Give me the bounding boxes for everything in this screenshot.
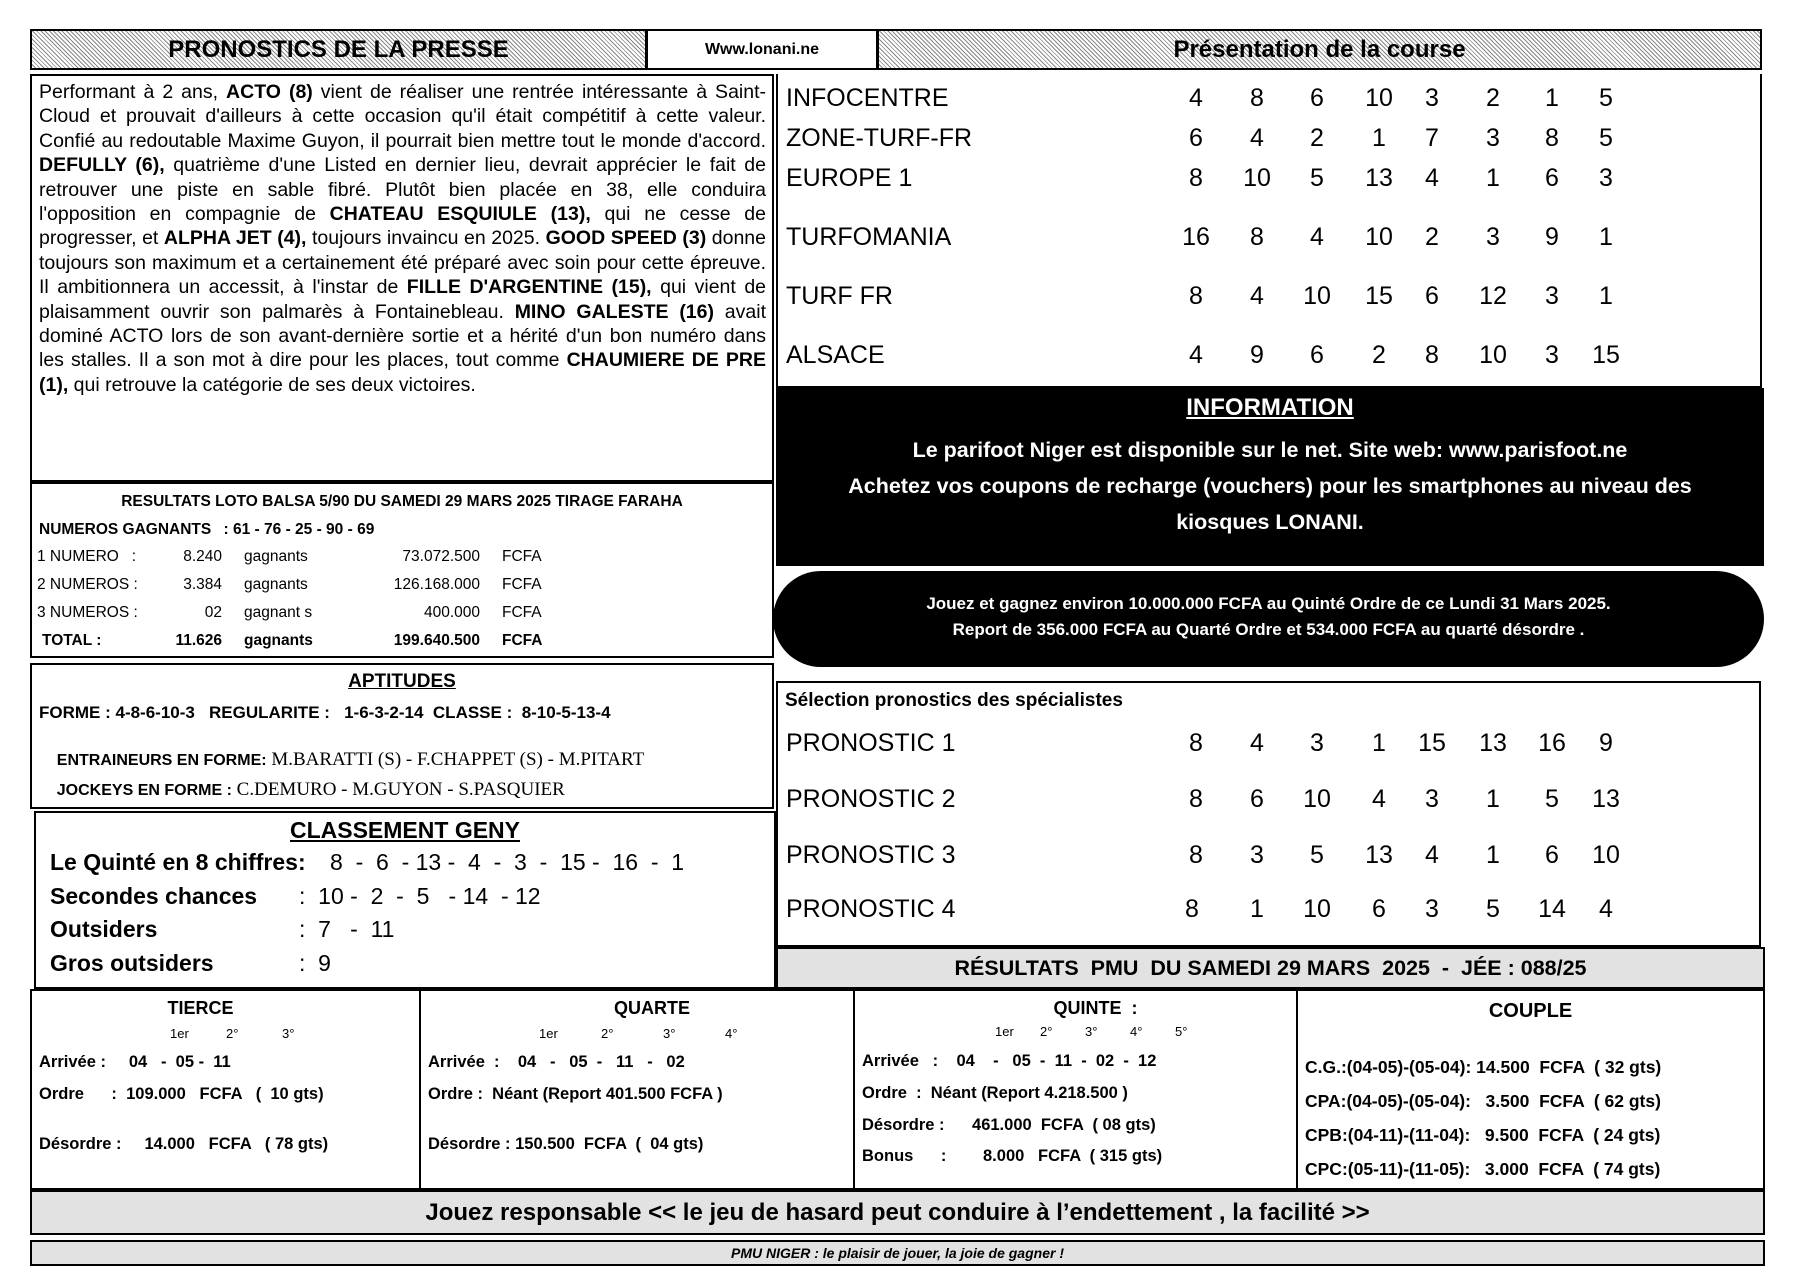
loto-row-word: gagnants bbox=[244, 548, 308, 565]
tierce-box bbox=[30, 989, 421, 1190]
pronostic-number: 15 bbox=[1592, 341, 1620, 369]
loto-title: RESULTATS LOTO BALSA 5/90 DU SAMEDI 29 MARS 2025 TIRAGE FARAHA bbox=[121, 493, 683, 510]
pronostic-number: 3 bbox=[1486, 223, 1500, 251]
pronostic-number: 6 bbox=[1310, 341, 1324, 369]
loto-row-count: 02 bbox=[204, 604, 222, 621]
pronostic-number: 3 bbox=[1310, 729, 1324, 757]
header-right bbox=[877, 29, 1762, 70]
article-text: qui retrouve la catégorie de ses deux victoires. bbox=[68, 373, 476, 396]
pmu-results-title bbox=[776, 947, 1765, 989]
place-label: 4° bbox=[1130, 1024, 1143, 1039]
loto-row-currency: FCFA bbox=[502, 576, 542, 593]
pronostic-number: 16 bbox=[1538, 729, 1566, 757]
loto-row-amount: 73.072.500 bbox=[402, 548, 480, 565]
horse-name: CHAUMIERE DE PRE (1), bbox=[39, 349, 766, 396]
pronostic-number: 10 bbox=[1243, 164, 1271, 192]
pronostic-number: 5 bbox=[1545, 785, 1559, 813]
pronostic-number: 4 bbox=[1250, 282, 1264, 310]
jockeys-label: JOCKEYS EN FORME : bbox=[56, 782, 232, 799]
couple-row: C.G.:(04-05)-(05-04): 14.500 FCFA ( 32 gts) bbox=[1305, 1057, 1662, 1077]
pronostic-number: 1 bbox=[1486, 841, 1500, 869]
couple-row: CPB:(04-11)-(11-04): 9.500 FCFA ( 24 gts) bbox=[1305, 1125, 1661, 1145]
pronostic-number: 1 bbox=[1372, 729, 1386, 757]
pronostic-number: 10 bbox=[1303, 895, 1331, 923]
loto-row-word: gagnants bbox=[244, 576, 308, 593]
source-name: ALSACE bbox=[786, 341, 885, 369]
pronostic-number: 12 bbox=[1479, 282, 1507, 310]
pmu-title-text: RÉSULTATS PMU DU SAMEDI 29 MARS 2025 - JÉE : 088/25 bbox=[954, 955, 1587, 980]
tierce-title: TIERCE bbox=[167, 998, 234, 1018]
responsible-text: Jouez responsable << le jeu de hasard peut conduire à l’endettement , la facilité >> bbox=[425, 1198, 1370, 1226]
pronostic-number: 6 bbox=[1310, 84, 1324, 112]
pronostic-number: 13 bbox=[1365, 841, 1393, 869]
geny-row-value: : 7 - 11 bbox=[299, 916, 395, 942]
pronostic-name: PRONOSTIC 2 bbox=[786, 785, 956, 813]
quinte-desordre: Désordre : 461.000 FCFA ( 08 gts) bbox=[862, 1116, 1156, 1134]
place-label: 3° bbox=[1085, 1024, 1098, 1039]
pronostic-number: 6 bbox=[1250, 785, 1264, 813]
horse-name: ACTO (8) bbox=[226, 81, 313, 103]
pronostic-number: 10 bbox=[1303, 785, 1331, 813]
pronostic-number: 8 bbox=[1250, 223, 1264, 251]
pronostic-number: 10 bbox=[1303, 282, 1331, 310]
pronostic-number: 8 bbox=[1250, 84, 1264, 112]
place-label: 3° bbox=[282, 1026, 295, 1041]
presentation-table bbox=[776, 74, 1762, 388]
pronostic-number: 16 bbox=[1182, 223, 1210, 251]
horse-name: CHATEAU ESQUIULE (13), bbox=[329, 203, 591, 226]
jockeys-list: C.DEMURO - M.GUYON - S.PASQUIER bbox=[231, 779, 565, 800]
article-text: qui vient de plaisamment ouvrir son palmarès à Fontainebleau. bbox=[39, 276, 767, 323]
pronostic-number: 9 bbox=[1545, 223, 1559, 251]
tierce-arrivee: Arrivée : 04 - 05 - 11 bbox=[39, 1053, 231, 1071]
loto-row-amount: 400.000 bbox=[423, 604, 480, 621]
pronostic-number: 9 bbox=[1599, 729, 1613, 757]
pronostic-number: 8 bbox=[1545, 124, 1559, 152]
couple-title: COUPLE bbox=[1488, 1000, 1573, 1022]
article-text: toujours invaincu en 2025. bbox=[306, 227, 546, 250]
pronostic-number: 15 bbox=[1418, 729, 1446, 757]
header-site[interactable] bbox=[646, 29, 878, 70]
pronostic-number: 5 bbox=[1310, 164, 1324, 192]
pronostic-number: 10 bbox=[1365, 223, 1393, 251]
article-text: avait dominé ACTO lors de son avant-dernière sortie et a hérité d'un bon numéro dans les stalles. Il a son mot à dire pour les places, tout comme bbox=[39, 300, 767, 372]
pronostic-number: 10 bbox=[1365, 84, 1393, 112]
pronostic-number: 8 bbox=[1189, 729, 1203, 757]
geny-row-value: : 9 bbox=[299, 950, 331, 976]
pronostic-number: 2 bbox=[1486, 84, 1500, 112]
pronostic-number: 5 bbox=[1599, 124, 1613, 152]
pronostic-number: 4 bbox=[1425, 164, 1439, 192]
loto-row-count: 3.384 bbox=[183, 576, 222, 593]
place-label: 3° bbox=[663, 1026, 676, 1041]
loto-row-amount: 126.168.000 bbox=[393, 576, 480, 593]
pronostic-number: 13 bbox=[1592, 785, 1620, 813]
loto-row-count: 11.626 bbox=[175, 632, 222, 649]
horse-name: MINO GALESTE (16) bbox=[514, 300, 714, 323]
tierce-desordre: Désordre : 14.000 FCFA ( 78 gts) bbox=[39, 1135, 329, 1153]
pronostic-number: 1 bbox=[1486, 164, 1500, 192]
pronostic-number: 8 bbox=[1189, 841, 1203, 869]
entraineurs-label: ENTRAINEURS EN FORME: bbox=[56, 752, 267, 769]
header-left-title: PRONOSTICS DE LA PRESSE bbox=[168, 35, 509, 63]
quinte-box bbox=[853, 989, 1298, 1190]
geny-box bbox=[34, 811, 776, 989]
aptitudes-box bbox=[30, 663, 774, 809]
pronostic-number: 8 bbox=[1425, 341, 1439, 369]
article-text: donne toujours son maximum et a certainement été préparé avec soin pour cette épreuve. Il ambitionnera un accessit, à l'instar de bbox=[39, 227, 766, 299]
pronostic-number: 6 bbox=[1372, 895, 1386, 923]
pronostic-number: 8 bbox=[1185, 895, 1199, 923]
pronostic-number: 1 bbox=[1599, 223, 1613, 251]
quinte-places bbox=[995, 1024, 1220, 1039]
pronostic-name: PRONOSTIC 4 bbox=[786, 895, 956, 923]
quarte-title: QUARTE bbox=[614, 998, 690, 1018]
loto-row-currency: FCFA bbox=[502, 548, 542, 565]
article-text: quatrième d'une Listed en dernier lieu, devrait apprécier le fait de retrouver une piste en sable fibré. Plutôt bien placée en 38, elle conduira l'opposition en compagnie de bbox=[39, 154, 766, 226]
loto-row-word: gagnant s bbox=[244, 604, 313, 621]
pronostic-number: 9 bbox=[1250, 341, 1264, 369]
geny-row-value: : 10 - 2 - 5 - 14 - 12 bbox=[299, 883, 541, 909]
geny-row-label: Secondes chances bbox=[50, 883, 258, 909]
source-name: TURF FR bbox=[786, 282, 893, 310]
pronostic-number: 1 bbox=[1599, 282, 1613, 310]
selection-box bbox=[776, 681, 1761, 947]
pronostic-number: 4 bbox=[1372, 785, 1386, 813]
pronostic-number: 6 bbox=[1189, 124, 1203, 152]
loto-results bbox=[30, 482, 774, 658]
responsible-banner bbox=[30, 1190, 1765, 1235]
geny-title: CLASSEMENT GENY bbox=[289, 817, 521, 843]
information-box bbox=[776, 388, 1764, 566]
pronostic-number: 3 bbox=[1486, 124, 1500, 152]
article-text: vient de réaliser une rentrée intéressante à Saint-Cloud et prouvait d'ailleurs à cette occasion qu'il était compétitif à cette valeur. Confié au redoutable Maxime Guyon, il pourrait bien mettre tout le monde d'accord. bbox=[39, 81, 766, 152]
header-right-title: Présentation de la course bbox=[1173, 35, 1466, 63]
couple-box bbox=[1296, 989, 1765, 1190]
loto-row-label: TOTAL : bbox=[42, 632, 102, 649]
presse-article bbox=[30, 74, 774, 482]
pronostic-number: 4 bbox=[1250, 729, 1264, 757]
entraineurs-list: M.BARATTI (S) - F.CHAPPET (S) - M.PITART bbox=[266, 749, 645, 770]
horse-name: DEFULLY (6), bbox=[39, 154, 165, 177]
couple-row: CPC:(05-11)-(11-05): 3.000 FCFA ( 74 gts) bbox=[1305, 1159, 1661, 1179]
horse-name: ALPHA JET (4), bbox=[163, 227, 307, 250]
pronostic-number: 6 bbox=[1545, 164, 1559, 192]
information-title: INFORMATION bbox=[1186, 394, 1354, 421]
source-name: INFOCENTRE bbox=[786, 84, 949, 112]
quarte-places bbox=[539, 1026, 787, 1041]
selection-title: Sélection pronostics des spécialistes bbox=[785, 690, 1123, 711]
loto-row-label: 3 NUMEROS : bbox=[37, 604, 138, 621]
pronostic-number: 4 bbox=[1250, 124, 1264, 152]
pronostic-number: 8 bbox=[1189, 785, 1203, 813]
pronostic-number: 10 bbox=[1479, 341, 1507, 369]
pronostic-number: 3 bbox=[1250, 841, 1264, 869]
slogan-banner bbox=[30, 1240, 1765, 1266]
geny-row-label: Outsiders bbox=[50, 916, 158, 942]
source-name: ZONE-TURF-FR bbox=[786, 124, 973, 152]
pronostic-number: 2 bbox=[1310, 124, 1324, 152]
information-line1: Le parifoot Niger est disponible sur le net. Site web: www.parisfoot.ne bbox=[912, 438, 1628, 462]
quarte-arrivee: Arrivée : 04 - 05 - 11 - 02 bbox=[428, 1053, 685, 1071]
place-label: 2° bbox=[226, 1026, 239, 1041]
quarte-desordre: Désordre : 150.500 FCFA ( 04 gts) bbox=[428, 1135, 704, 1153]
pronostic-number: 3 bbox=[1425, 895, 1439, 923]
source-name: EUROPE 1 bbox=[786, 164, 913, 192]
information-line2: Achetez vos coupons de recharge (vouchers) pour les smartphones au niveau des bbox=[848, 474, 1692, 498]
geny-row-label: Gros outsiders bbox=[50, 950, 214, 976]
geny-row-value: 8 - 6 - 13 - 4 - 3 - 15 - 16 - 1 bbox=[330, 849, 685, 875]
aptitudes-forme: FORME : 4-8-6-10-3 REGULARITE : 1-6-3-2-14 CLASSE : 8-10-5-13-4 bbox=[39, 703, 611, 722]
quarte-box bbox=[419, 989, 855, 1190]
site-link[interactable]: Www.lonani.ne bbox=[704, 40, 820, 58]
place-label: 1er bbox=[995, 1024, 1014, 1039]
information-line3: kiosques LONANI. bbox=[1176, 510, 1364, 534]
loto-numeros: : 61 - 76 - 25 - 90 - 69 bbox=[223, 521, 375, 538]
horse-name: FILLE D'ARGENTINE (15), bbox=[406, 276, 652, 299]
pronostic-number: 7 bbox=[1425, 124, 1439, 152]
geny-row-label: Le Quinté en 8 chiffres: bbox=[50, 849, 306, 875]
place-label: 1er bbox=[539, 1026, 558, 1041]
pronostic-number: 2 bbox=[1372, 341, 1386, 369]
pronostic-number: 8 bbox=[1189, 164, 1203, 192]
pronostic-number: 3 bbox=[1545, 282, 1559, 310]
place-label: 2° bbox=[1040, 1024, 1053, 1039]
loto-row-label: 1 NUMERO : bbox=[37, 548, 137, 565]
aptitudes-title: APTITUDES bbox=[348, 671, 456, 692]
pronostic-name: PRONOSTIC 3 bbox=[786, 841, 956, 869]
pronostic-number: 8 bbox=[1189, 282, 1203, 310]
pronostic-number: 3 bbox=[1425, 785, 1439, 813]
loto-row-currency: FCFA bbox=[502, 604, 542, 621]
pronostic-number: 6 bbox=[1545, 841, 1559, 869]
tierce-places bbox=[170, 1026, 338, 1041]
pronostic-number: 1 bbox=[1486, 785, 1500, 813]
header-left bbox=[30, 29, 647, 70]
pronostic-number: 3 bbox=[1545, 341, 1559, 369]
couple-row: CPA:(04-05)-(05-04): 3.500 FCFA ( 62 gts) bbox=[1305, 1091, 1661, 1111]
source-name: TURFOMANIA bbox=[786, 223, 952, 251]
pronostic-number: 4 bbox=[1310, 223, 1324, 251]
pronostic-number: 13 bbox=[1479, 729, 1507, 757]
loto-row-amount: 199.640.500 bbox=[393, 632, 480, 649]
place-label: 4° bbox=[725, 1026, 738, 1041]
quinte-arrivee: Arrivée : 04 - 05 - 11 - 02 - 12 bbox=[862, 1052, 1157, 1070]
pronostic-number: 4 bbox=[1425, 841, 1439, 869]
article-text: Performant à 2 ans, bbox=[39, 81, 227, 103]
loto-row-count: 8.240 bbox=[183, 548, 222, 565]
loto-numeros-label: NUMEROS GAGNANTS bbox=[39, 521, 212, 538]
pronostic-number: 5 bbox=[1599, 84, 1613, 112]
place-label: 1er bbox=[170, 1026, 189, 1041]
pronostic-number: 6 bbox=[1425, 282, 1439, 310]
pronostic-number: 3 bbox=[1425, 84, 1439, 112]
place-label: 5° bbox=[1175, 1024, 1188, 1039]
quinte-ordre: Ordre : Néant (Report 4.218.500 ) bbox=[862, 1084, 1128, 1102]
pronostic-number: 2 bbox=[1425, 223, 1439, 251]
article-text: qui ne cesse de progresser, et bbox=[39, 203, 766, 250]
pronostic-number: 4 bbox=[1189, 84, 1203, 112]
pronostic-number: 3 bbox=[1599, 164, 1613, 192]
jackpot-line1: Jouez et gagnez environ 10.000.000 FCFA au Quinté Ordre de ce Lundi 31 Mars 2025. bbox=[926, 594, 1611, 613]
quinte-title: QUINTE : bbox=[1053, 998, 1138, 1018]
pronostic-number: 15 bbox=[1365, 282, 1393, 310]
pronostic-number: 5 bbox=[1486, 895, 1500, 923]
horse-name: GOOD SPEED (3) bbox=[545, 227, 707, 250]
quarte-ordre: Ordre : Néant (Report 401.500 FCFA ) bbox=[428, 1085, 723, 1103]
pronostic-number: 1 bbox=[1545, 84, 1559, 112]
pronostic-number: 4 bbox=[1189, 341, 1203, 369]
jackpot-banner bbox=[773, 571, 1764, 667]
pronostic-name: PRONOSTIC 1 bbox=[786, 729, 956, 757]
slogan-text: PMU NIGER : le plaisir de jouer, la joie de gagner ! bbox=[731, 1245, 1064, 1261]
tierce-ordre: Ordre : 109.000 FCFA ( 10 gts) bbox=[39, 1085, 324, 1103]
place-label: 2° bbox=[601, 1026, 614, 1041]
pronostic-number: 4 bbox=[1599, 895, 1613, 923]
pronostic-number: 1 bbox=[1250, 895, 1264, 923]
pronostic-number: 1 bbox=[1372, 124, 1386, 152]
loto-row-word: gagnants bbox=[244, 632, 313, 649]
jackpot-line2: Report de 356.000 FCFA au Quarté Ordre et 534.000 FCFA au quarté désordre . bbox=[952, 620, 1585, 639]
pronostic-number: 5 bbox=[1310, 841, 1324, 869]
loto-row-currency: FCFA bbox=[502, 632, 543, 649]
pronostic-number: 14 bbox=[1538, 895, 1566, 923]
pronostic-number: 13 bbox=[1365, 164, 1393, 192]
loto-row-label: 2 NUMEROS : bbox=[37, 576, 138, 593]
pronostic-number: 10 bbox=[1592, 841, 1620, 869]
quinte-bonus: Bonus : 8.000 FCFA ( 315 gts) bbox=[862, 1147, 1163, 1165]
